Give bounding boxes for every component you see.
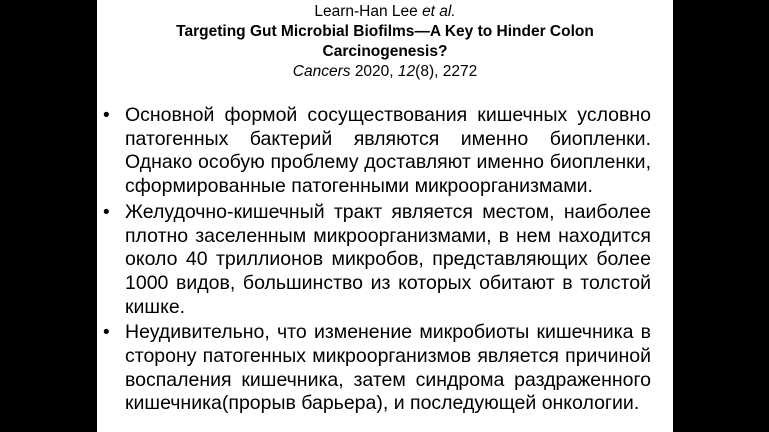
article-title: Targeting Gut Microbial Biofilms—A Key to Hinder Colon Carcinogenesis?	[176, 23, 594, 60]
journal-name: Cancers	[292, 63, 351, 80]
citation-header	[97, 2, 673, 82]
bullet-item	[103, 321, 651, 416]
journal-line	[97, 62, 673, 82]
slide	[97, 0, 673, 432]
author-name: Learn-Han Lee	[314, 3, 418, 20]
bullet-icon: •	[103, 322, 110, 344]
journal-volume: 12	[397, 63, 416, 80]
author-suffix: et al.	[422, 3, 456, 20]
journal-issue-pages: (8), 2272	[415, 63, 478, 80]
bullet-text: Неудивительно, что изменение микробиоты кишечника в сторону патогенных микроорганизмов является причиной воспаления кишечника, затем синдрома раздраженного кишечника(прорыв барьера), и последующей онкологии.	[125, 321, 651, 415]
bullet-list	[103, 104, 651, 418]
bullet-text: Основной формой сосуществования кишечных условно патогенных бактерий являются именно биопленки. Однако особую проблему доставляют именно биопленки, сформированные патогенными микроорганизмами.	[125, 104, 651, 198]
bullet-text: Желудочно-кишечный тракт является местом, наиболее плотно заселенным микроорганизмами, в нем находится около 40 триллионов микробов, представляющих более 1000 видов, большинство из которых обитают в толстой кишке.	[125, 200, 651, 318]
author-line	[97, 2, 673, 22]
bullet-item	[103, 104, 651, 199]
bullet-icon: •	[103, 201, 110, 223]
bullet-icon: •	[103, 105, 110, 126]
bullet-item	[103, 200, 651, 320]
journal-year: 2020,	[354, 63, 394, 80]
